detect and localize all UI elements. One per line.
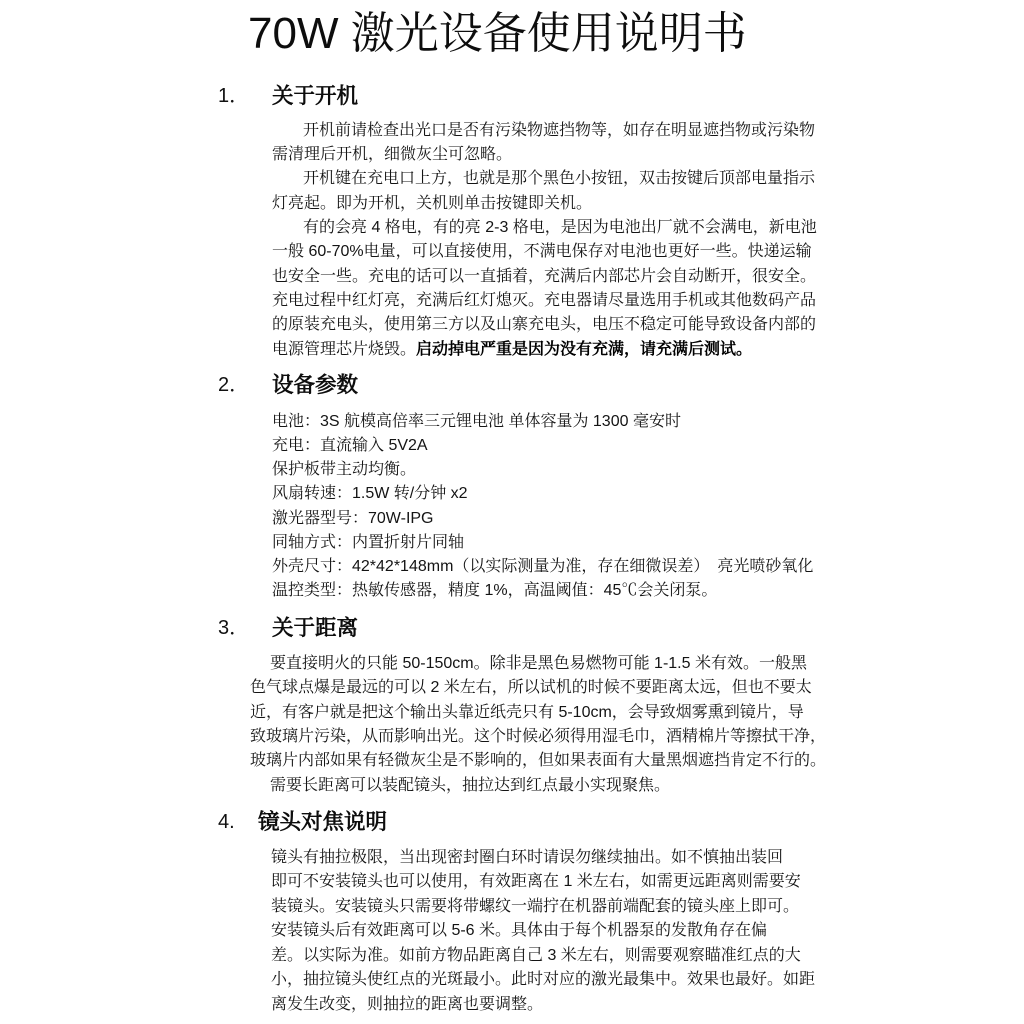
body-line: 需清理后开机，细微灰尘可忽略。: [272, 146, 513, 164]
body-line: 的原装充电头，使用第三方以及山寨充电头，电压不稳定可能导致设备内部的: [272, 316, 817, 334]
body-line: 镜头有抽拉极限，当出现密封圈白环时请误勿继续抽出。如不慎抽出装回: [271, 848, 784, 866]
body-line: 近，有客户就是把这个输出头靠近纸壳只有 5-10cm，会导致烟雾熏到镜片，导: [250, 703, 804, 721]
body-line: 也安全一些。充电的话可以一直插着，充满后内部芯片会自动断开，很安全。: [272, 267, 817, 285]
section-body: [271, 846, 815, 1018]
spec-line: 同轴方式：内置折射片同轴: [272, 533, 465, 551]
document-title: 70W 激光设备使用说明书: [248, 9, 747, 58]
body-line: 安装镜头后有效距离可以 5-6 米。具体由于每个机器泵的发散角存在偏: [271, 922, 768, 940]
section-body: [250, 652, 826, 798]
section-heading: 关于距离: [272, 616, 359, 640]
body-line: 一般 60-70%电量，可以直接使用，不满电保存对电池也更好一些。快递运输: [272, 243, 812, 261]
body-line: 充电过程中红灯亮，充满后红灯熄灭。充电器请尽量选用手机或其他数码产品: [272, 292, 817, 310]
section-body: [272, 119, 817, 362]
emphasis-text: 启动掉电严重是因为没有充满，请充满后测试。: [416, 340, 753, 358]
body-line: 色气球点爆是最远的可以 2 米左右，所以试机的时候不要距离太远，但也不要太: [250, 679, 812, 697]
section-heading: 设备参数: [272, 373, 359, 397]
spec-line: 保护板带主动均衡。: [272, 461, 417, 479]
body-line: 灯亮起。即为开机，关机则单击按键即关机。: [272, 194, 593, 212]
body-line: 开机键在充电口上方，也就是那个黑色小按钮，双击按键后顶部电量指示: [303, 170, 816, 188]
body-line: 致玻璃片污染，从而影响出光。这个时候必须得用湿毛巾，酒精棉片等擦拭干净，: [250, 728, 827, 746]
spec-line: 风扇转速：1.5W 转/分钟 x2: [272, 485, 468, 503]
body-line: 即可不安装镜头也可以使用，有效距离在 1 米左右，如需更远距离则需要安: [271, 873, 801, 891]
section-body: [272, 410, 813, 603]
section-heading: 关于开机: [272, 84, 359, 108]
body-line: [272, 338, 817, 362]
body-text: 电源管理芯片烧毁。: [272, 340, 417, 358]
body-line: 有的会亮 4 格电，有的亮 2-3 格电，是因为电池出厂就不会满电，新电池: [303, 219, 817, 237]
body-line: 玻璃片内部如果有轻微灰尘是不影响的，但如果表面有大量黑烟遮挡肯定不行的。: [250, 752, 827, 770]
spec-line: 外壳尺寸：42*42*148mm（以实际测量为准，存在细微误差） 亮光喷砂氧化: [272, 557, 814, 575]
spec-line: 温控类型：热敏传感器，精度 1%，高温阈值：45℃会关闭泵。: [272, 581, 718, 599]
body-line: 装镜头。安装镜头只需要将带螺纹一端拧在机器前端配套的镜头座上即可。: [271, 897, 800, 915]
body-line: 开机前请检查出光口是否有污染物遮挡物等，如存在明显遮挡物或污染物: [303, 121, 816, 139]
spec-line: 充电：直流输入 5V2A: [272, 437, 428, 455]
section-number: 4.: [218, 811, 235, 833]
body-line: 需要长距离可以装配镜头，抽拉达到红点最小实现聚焦。: [270, 776, 671, 794]
section-number: 3．: [218, 617, 250, 639]
section-number: 1．: [218, 85, 250, 107]
body-line: 小，抽拉镜头使红点的光斑最小。此时对应的激光最集中。效果也最好。如距: [271, 971, 816, 989]
body-line: 离发生改变，则抽拉的距离也要调整。: [271, 995, 544, 1013]
section-heading: 镜头对焦说明: [258, 810, 388, 834]
body-line: 差。以实际为准。如前方物品距离自己 3 米左右，则需要观察瞄准红点的大: [271, 946, 801, 964]
section-number: 2．: [218, 374, 250, 396]
body-line: 要直接明火的只能 50-150cm。除非是黑色易燃物可能 1-1.5 米有效。一般黑: [270, 654, 807, 672]
spec-line: 激光器型号：70W-IPG: [272, 509, 434, 527]
spec-line: 电池：3S 航模高倍率三元锂电池 单体容量为 1300 毫安时: [272, 413, 681, 430]
